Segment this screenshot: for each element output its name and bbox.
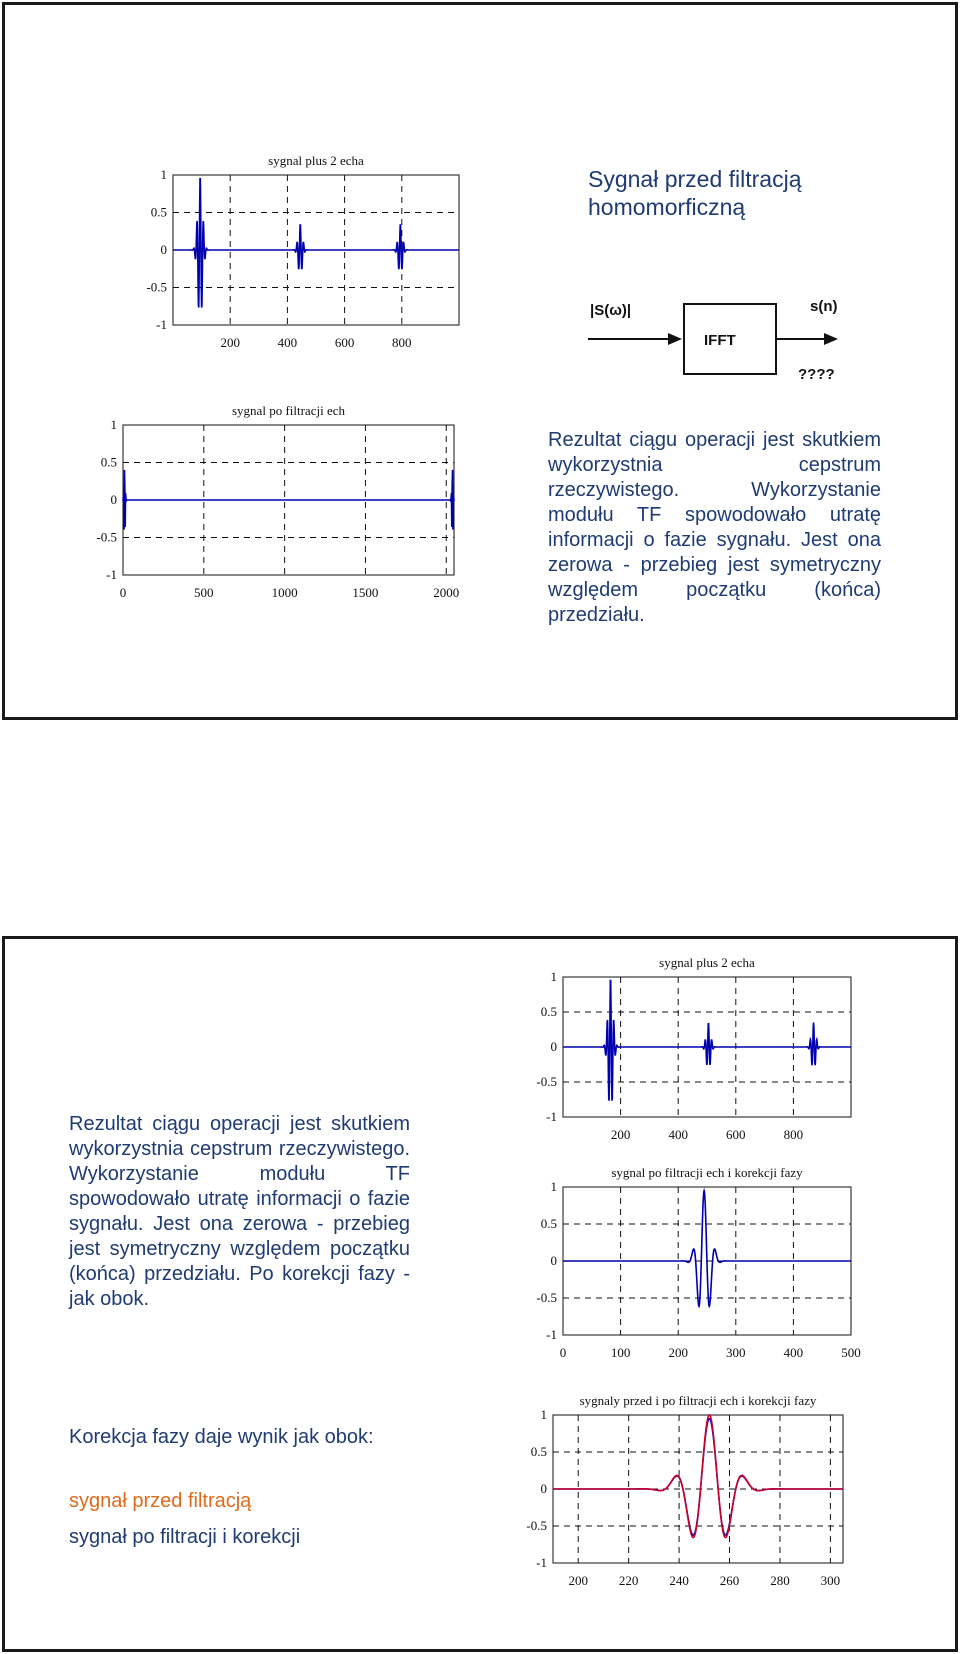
x-tick-label: 300 xyxy=(820,1573,841,1588)
y-tick-label: -0.5 xyxy=(146,279,167,295)
slide-1 xyxy=(2,2,958,720)
legend-signal-before-filtering: sygnał przed filtracją xyxy=(69,1490,252,1512)
y-tick-label: -1 xyxy=(106,567,117,582)
x-tick-label: 400 xyxy=(668,1127,688,1142)
x-tick-label: 600 xyxy=(726,1127,746,1142)
series-line-1 xyxy=(173,179,459,308)
y-tick-label: 0.5 xyxy=(150,204,167,220)
x-tick-label: 300 xyxy=(726,1345,746,1360)
y-tick-label: -0.5 xyxy=(96,529,117,545)
y-tick-label: 1 xyxy=(550,969,557,984)
slide-1-heading: Sygnał przed filtracją homomorficzną xyxy=(588,166,802,220)
y-tick-label: 1 xyxy=(110,417,117,432)
chart-title: sygnal plus 2 echa xyxy=(268,153,364,168)
phase-correction-text: Korekcja fazy daje wynik jak obok: xyxy=(69,1426,374,1448)
chart-title: sygnaly przed i po filtracji ech i korekcji fazy xyxy=(579,1393,817,1408)
x-tick-label: 100 xyxy=(610,1345,631,1360)
y-tick-label: 0.5 xyxy=(540,1216,557,1231)
y-tick-label: 1 xyxy=(540,1407,547,1422)
y-tick-label: 1 xyxy=(550,1179,557,1194)
legend-signal-after-filtering: sygnał po filtracji i korekcji xyxy=(69,1526,301,1548)
output-signal-label: s(n) xyxy=(810,298,838,315)
y-tick-label: -1 xyxy=(536,1555,547,1570)
series-line-1 xyxy=(563,980,851,1100)
chart-signal-with-echoes-2 xyxy=(513,945,883,1155)
x-tick-label: 400 xyxy=(277,335,298,350)
y-tick-label: 0 xyxy=(160,242,167,257)
y-tick-label: -0.5 xyxy=(526,1518,547,1533)
slide-2 xyxy=(2,936,958,1652)
x-tick-label: 260 xyxy=(719,1573,740,1588)
input-magnitude-label: |S(ω)| xyxy=(590,302,632,319)
x-tick-label: 2000 xyxy=(433,585,460,600)
y-tick-label: -1 xyxy=(156,317,167,332)
output-arrowhead xyxy=(824,333,838,345)
x-tick-label: 220 xyxy=(618,1573,639,1588)
x-tick-label: 200 xyxy=(220,335,240,350)
y-tick-label: 0.5 xyxy=(530,1444,547,1459)
y-tick-label: 0 xyxy=(110,492,117,507)
x-tick-label: 1000 xyxy=(271,585,298,600)
chart-title: sygnal po filtracji ech xyxy=(232,403,345,418)
chart-title: sygnal po filtracji ech i korekcji fazy xyxy=(611,1165,803,1180)
x-tick-label: 200 xyxy=(568,1573,588,1588)
y-tick-label: -0.5 xyxy=(536,1074,557,1089)
x-tick-label: 500 xyxy=(841,1345,861,1360)
y-tick-label: 0.5 xyxy=(100,454,117,470)
y-tick-label: 0 xyxy=(550,1253,557,1268)
chart-title: sygnal plus 2 echa xyxy=(659,955,755,970)
y-tick-label: -0.5 xyxy=(536,1290,557,1305)
input-arrowhead xyxy=(668,333,682,345)
x-tick-label: 0 xyxy=(559,1345,567,1360)
series-line-1 xyxy=(563,1191,851,1307)
ifft-block-label: IFFT xyxy=(704,332,736,349)
x-tick-label: 240 xyxy=(669,1573,689,1588)
y-tick-label: -1 xyxy=(546,1327,557,1342)
chart-after-filtering-and-phase-correction xyxy=(513,1157,903,1371)
ifft-block-diagram xyxy=(588,297,848,387)
x-tick-label: 1500 xyxy=(352,585,379,600)
chart-signal-with-echoes xyxy=(113,143,483,353)
x-tick-label: 0 xyxy=(119,585,127,600)
y-tick-label: -1 xyxy=(546,1109,557,1124)
unknown-output-label: ???? xyxy=(798,366,835,383)
slide-2-paragraph: Rezultat ciągu operacji jest skutkiem wykorzystnia cepstrum rzeczywistego. Wykorzystanie modułu TF spowodowało utratę informacji o fazie sygnału. Jest ona zerowa - przebieg jest symetryczny względem początku (końca) przedziału. Po korekcji fazy - jak obok. xyxy=(69,1113,410,1310)
y-tick-label: 0 xyxy=(550,1039,557,1054)
x-tick-label: 280 xyxy=(770,1573,790,1588)
series-line-2 xyxy=(553,1415,843,1538)
x-tick-label: 200 xyxy=(668,1345,688,1360)
chart-before-and-after-comparison xyxy=(513,1379,898,1629)
y-tick-label: 1 xyxy=(160,167,167,182)
x-tick-label: 800 xyxy=(783,1127,804,1142)
x-tick-label: 200 xyxy=(610,1127,631,1142)
chart-signal-after-echo-filtering xyxy=(95,393,515,633)
x-tick-label: 500 xyxy=(194,585,214,600)
y-tick-label: 0 xyxy=(540,1481,547,1496)
y-tick-label: 0.5 xyxy=(540,1004,557,1019)
series-line-1 xyxy=(123,470,454,530)
x-tick-label: 600 xyxy=(334,335,355,350)
slide-1-paragraph: Rezultat ciągu operacji jest skutkiem wykorzystnia cepstrum rzeczywistego. Wykorzystanie modułu TF spowodowało utratę informacji o fazie sygnału. Jest ona zerowa - przebieg jest symetryczny względem początku (końca) przedziału. xyxy=(548,429,881,626)
x-tick-label: 800 xyxy=(392,335,412,350)
x-tick-label: 400 xyxy=(783,1345,804,1360)
